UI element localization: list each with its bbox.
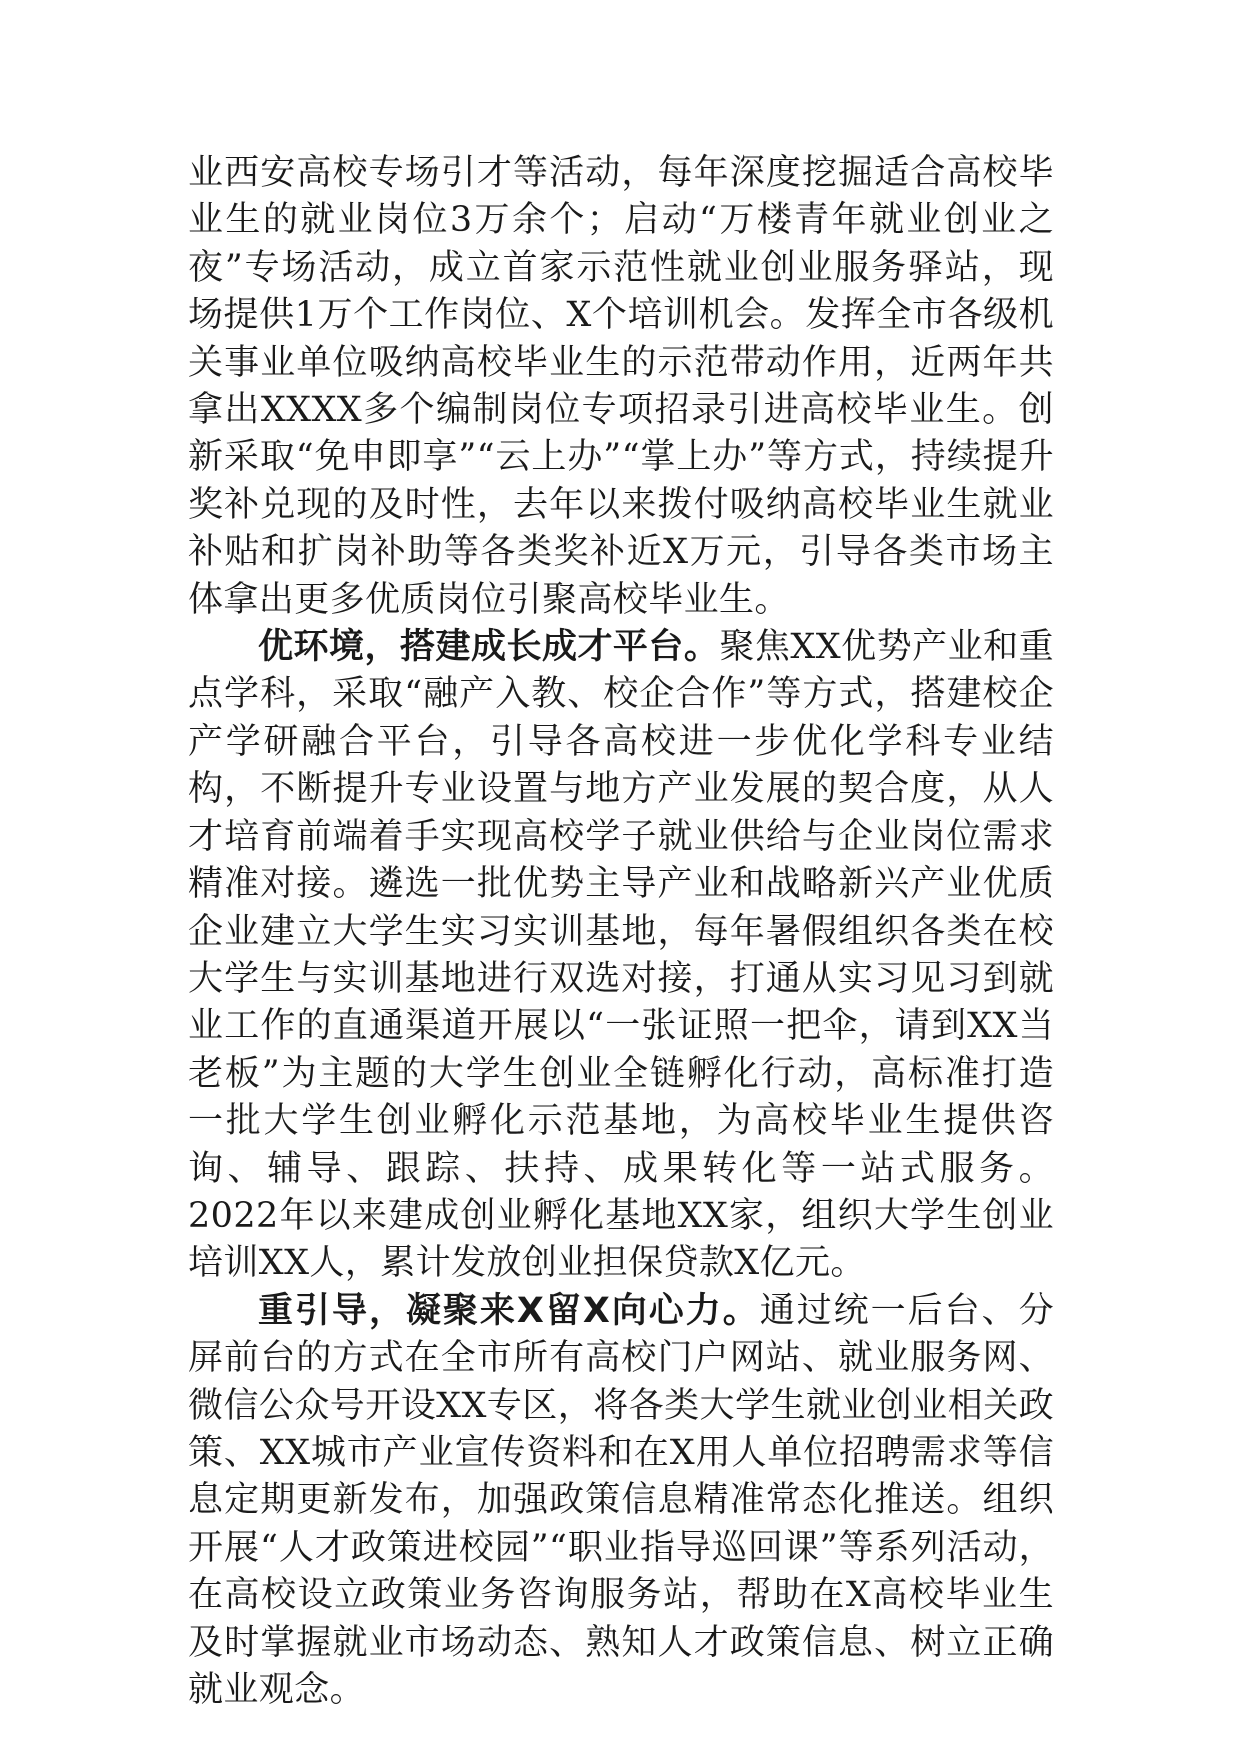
paragraph-lead: 优环境，搭建成长成才平台。 <box>258 627 720 668</box>
document-body <box>188 150 1054 1714</box>
paragraph-guidance <box>188 1288 1054 1715</box>
paragraph-lead: 重引导，凝聚来X留X向心力。 <box>258 1290 760 1331</box>
paragraph-text: 通过统一后台、分屏前台的方式在全市所有高校门户网站、就业服务网、微信公众号开设XX专区，将各类大学生就业创业相关政策、XX城市产业宣传资料和在X用人单位招聘需求等信息定期更新发布，加强政策信息精准常态化推送。组织开展“人才政策进校园”“职业指导巡回课”等系列活动，在高校设立政策业务咨询服务站，帮助在X高校毕业生及时掌握就业市场动态、熟知人才政策信息、树立正确就业观念。 <box>188 1290 1054 1710</box>
paragraph-continued <box>188 150 1054 624</box>
paragraph-optimize-environment <box>188 624 1054 1288</box>
paragraph-text: 业西安高校专场引才等活动，每年深度挖掘适合高校毕业生的就业岗位3万余个；启动“万楼青年就业创业之夜”专场活动，成立首家示范性就业创业服务驿站，现场提供1万个工作岗位、X个培训机会。发挥全市各级机关事业单位吸纳高校毕业生的示范带动作用，近两年共拿出XXXX多个编制岗位专项招录引进高校毕业生。创新采取“免申即享”“云上办”“掌上办”等方式，持续提升奖补兑现的及时性，去年以来拨付吸纳高校毕业生就业补贴和扩岗补助等各类奖补近X万元，引导各类市场主体拿出更多优质岗位引聚高校毕业生。 <box>188 153 1054 620</box>
paragraph-text: 聚焦XX优势产业和重点学科，采取“融产入教、校企合作”等方式，搭建校企产学研融合平台，引导各高校进一步优化学科专业结构，不断提升专业设置与地方产业发展的契合度，从人才培育前端着手实现高校学子就业供给与企业岗位需求精准对接。遴选一批优势主导产业和战略新兴产业优质企业建立大学生实习实训基地，每年暑假组织各类在校大学生与实训基地进行双选对接，打通从实习见习到就业工作的直通渠道开展以“一张证照一把伞，请到XX当老板”为主题的大学生创业全链孵化行动，高标准打造一批大学生创业孵化示范基地，为高校毕业生提供咨询、辅导、跟踪、扶持、成果转化等一站式服务。2022年以来建成创业孵化基地XX家，组织大学生创业培训XX人，累计发放创业担保贷款X亿元。 <box>188 627 1055 1284</box>
